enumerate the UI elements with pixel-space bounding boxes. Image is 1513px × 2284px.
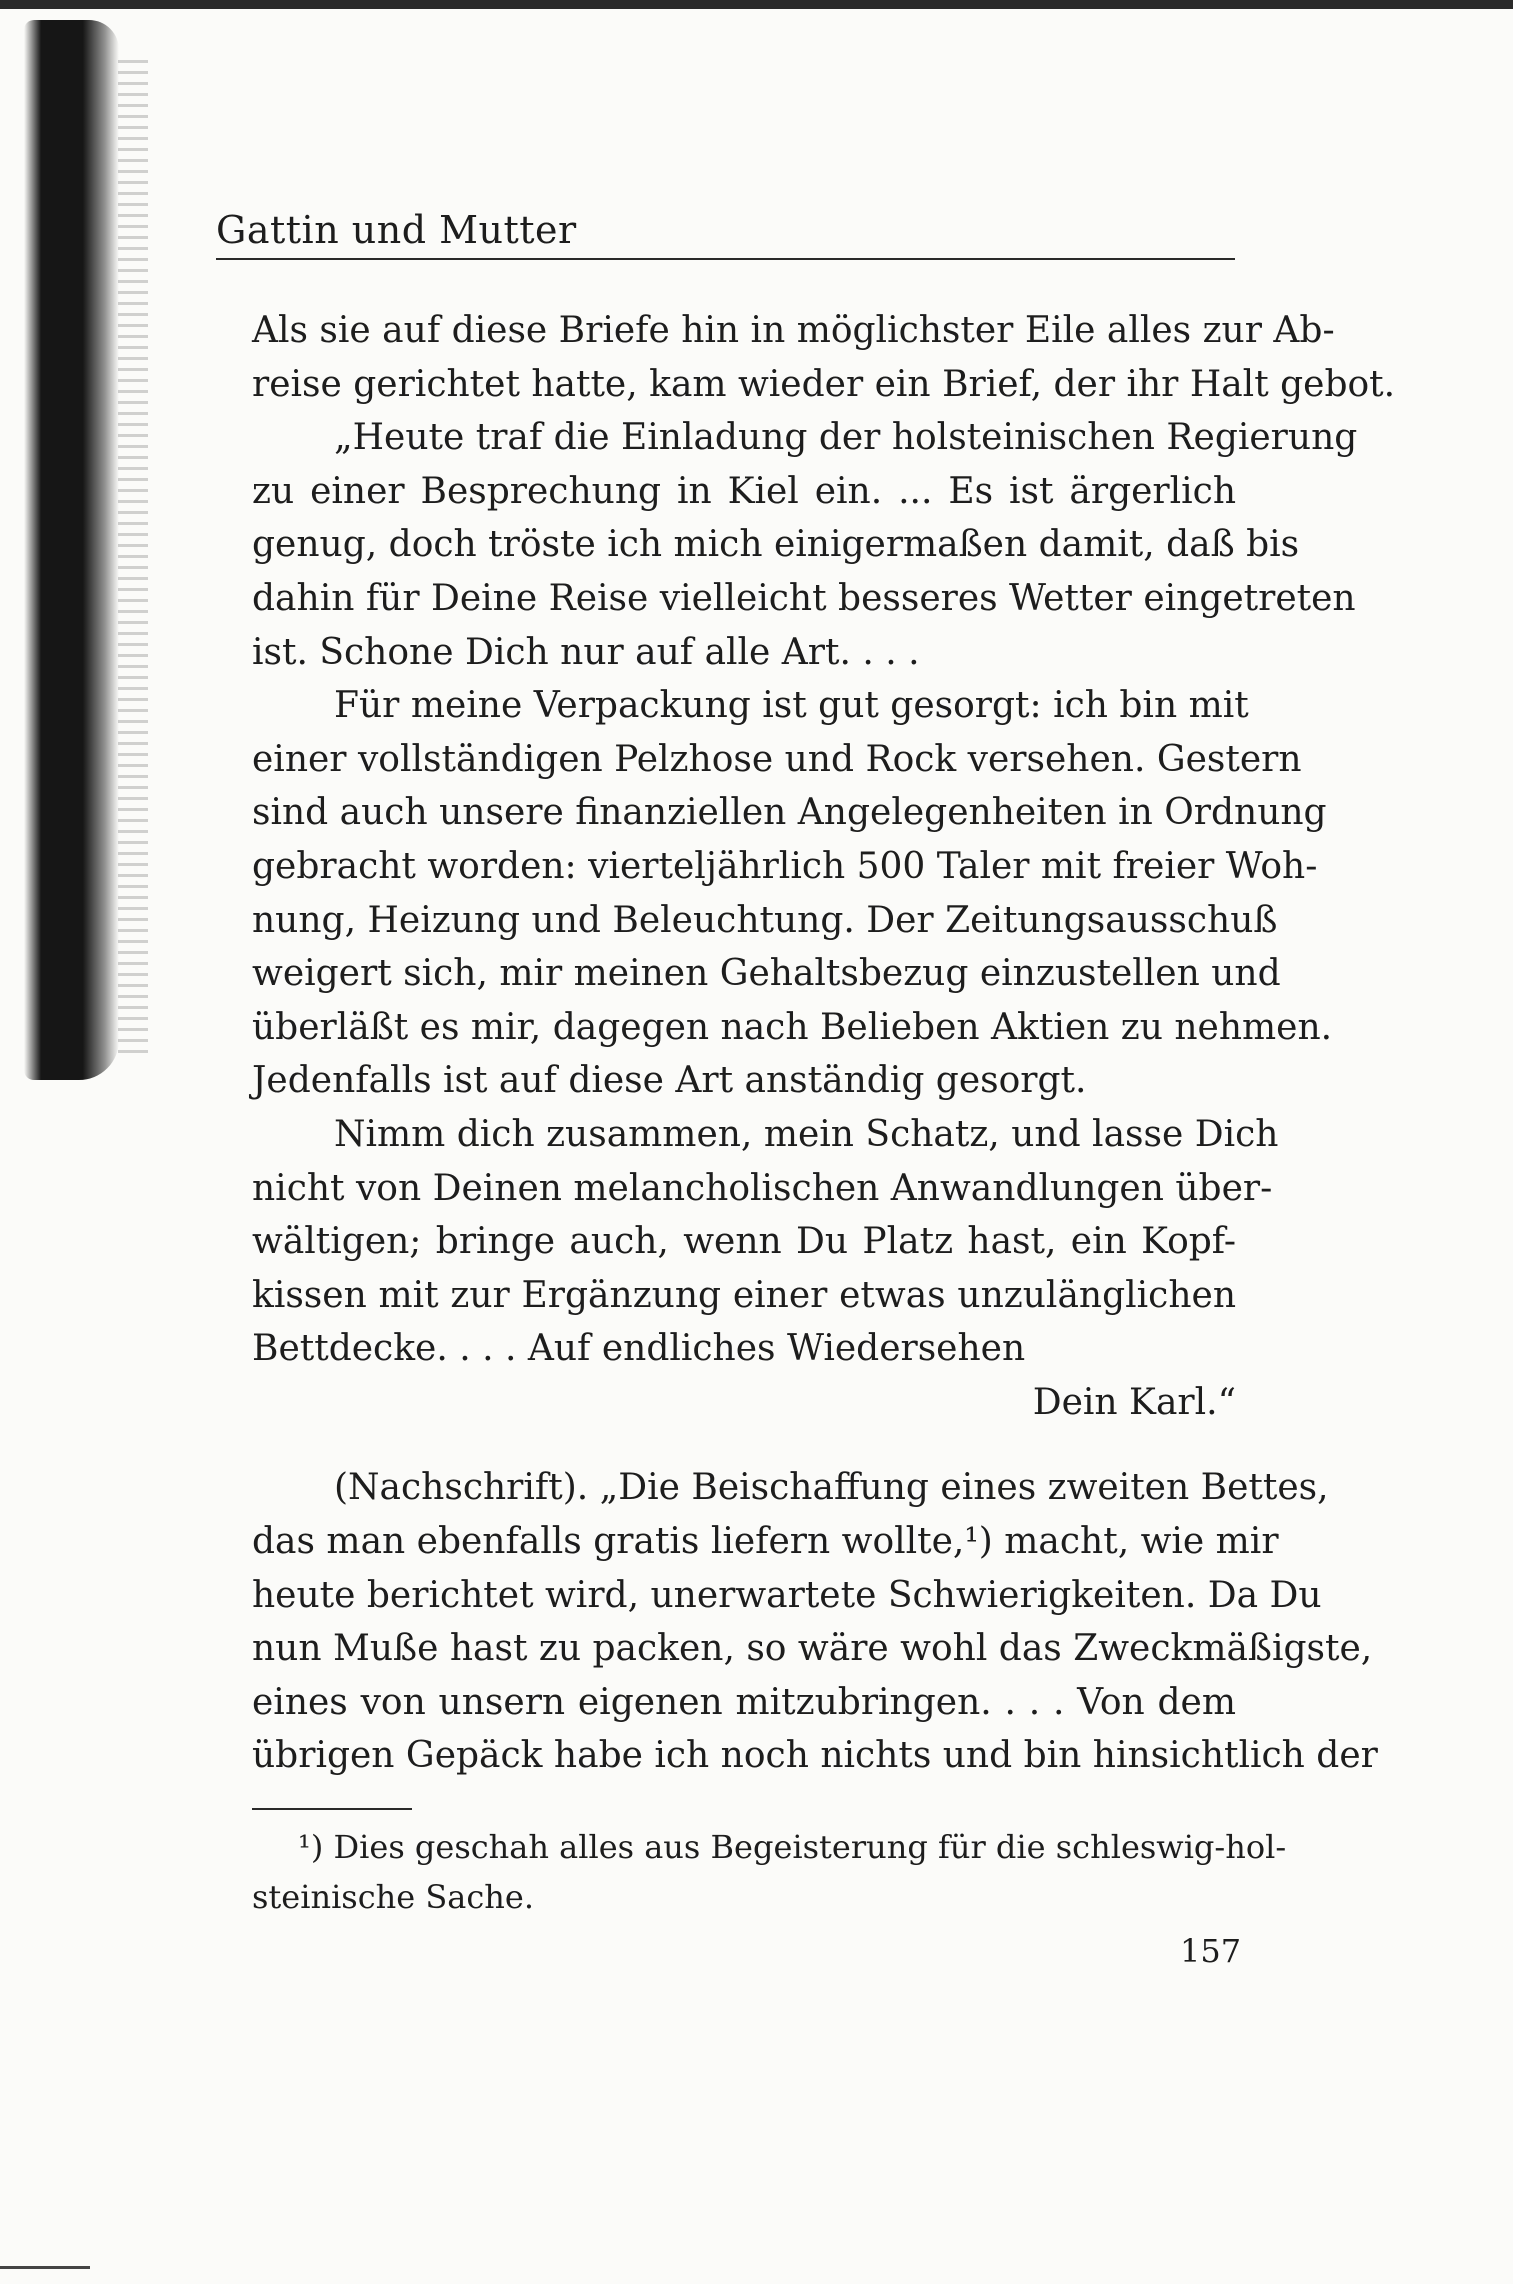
footnote-rule bbox=[252, 1808, 412, 1810]
text-line: sind auch unsere finanziellen Angelegenheiten in Ordnung bbox=[252, 792, 1327, 834]
text-line: zu einer Besprechung in Kiel ein. ... Es ist ärgerlich bbox=[252, 470, 1236, 512]
body-text bbox=[252, 304, 1396, 1783]
footnote-line: ¹) Dies geschah alles aus Begeisterung für die schleswig-hol- bbox=[298, 1828, 1287, 1866]
footnote-line: steinische Sache. bbox=[252, 1878, 534, 1916]
text-line: Bettdecke. . . . Auf endliches Wiedersehen bbox=[252, 1328, 1026, 1370]
text-line: Als sie auf diese Briefe hin in möglichster Eile alles zur Ab- bbox=[252, 310, 1335, 351]
text-line: kissen mit zur Ergänzung einer etwas unzulänglichen bbox=[252, 1274, 1236, 1316]
text-line: ist. Schone Dich nur auf alle Art. . . . bbox=[252, 631, 920, 673]
top-edge-rule bbox=[0, 0, 1513, 9]
page-number: 157 bbox=[1180, 1932, 1242, 1970]
text-line: überläßt es mir, dagegen nach Belieben Aktien zu nehmen. bbox=[252, 1006, 1333, 1048]
signature-line: Dein Karl.“ bbox=[1032, 1381, 1236, 1423]
text-line: „Heute traf die Einladung der holsteinischen Regierung bbox=[334, 417, 1358, 459]
text-line: dahin für Deine Reise vielleicht besseres Wetter eingetreten bbox=[252, 577, 1356, 619]
text-line: weigert sich, mir meinen Gehaltsbezug einzustellen und bbox=[252, 953, 1281, 995]
text-line: gebracht worden: vierteljährlich 500 Taler mit freier Woh- bbox=[252, 845, 1318, 887]
text-line: wältigen; bringe auch, wenn Du Platz hast, ein Kopf- bbox=[252, 1221, 1236, 1263]
text-line: einer vollständigen Pelzhose und Rock versehen. Gestern bbox=[252, 738, 1302, 780]
text-line: eines von unsern eigenen mitzubringen. . . . Von dem bbox=[252, 1681, 1236, 1723]
scan-binding-shadow bbox=[24, 20, 119, 1080]
header-rule bbox=[216, 258, 1235, 260]
running-head: Gattin und Mutter bbox=[216, 208, 577, 252]
text-line: nun Muße hast zu packen, so wäre wohl das Zweckmäßigste, bbox=[252, 1628, 1373, 1670]
scan-binding-noise bbox=[118, 60, 148, 1060]
text-line: genug, doch tröste ich mich einigermaßen damit, daß bis bbox=[252, 524, 1300, 566]
text-line: nicht von Deinen melancholischen Anwandlungen über- bbox=[252, 1167, 1273, 1209]
text-line: Nimm dich zusammen, mein Schatz, und lasse Dich bbox=[334, 1113, 1279, 1155]
footnote bbox=[252, 1822, 1287, 1922]
text-line: heute berichtet wird, unerwartete Schwierigkeiten. Da Du bbox=[252, 1574, 1322, 1616]
text-line: Jedenfalls ist auf diese Art anständig gesorgt. bbox=[252, 1060, 1087, 1102]
text-line: nung, Heizung und Beleuchtung. Der Zeitungsausschuß bbox=[252, 899, 1278, 941]
paragraph-gap bbox=[252, 1429, 1236, 1461]
text-line: (Nachschrift). „Die Beischaffung eines zweiten Bettes, bbox=[334, 1467, 1329, 1509]
scan-bottom-mark bbox=[0, 2266, 90, 2269]
text-line: übrigen Gepäck habe ich noch nichts und bin hinsichtlich der bbox=[252, 1735, 1378, 1777]
text-line: Für meine Verpackung ist gut gesorgt: ich bin mit bbox=[334, 685, 1249, 727]
text-line: das man ebenfalls gratis liefern wollte,¹) macht, wie mir bbox=[252, 1521, 1279, 1563]
text-line: reise gerichtet hatte, kam wieder ein Brief, der ihr Halt gebot. bbox=[252, 363, 1396, 405]
